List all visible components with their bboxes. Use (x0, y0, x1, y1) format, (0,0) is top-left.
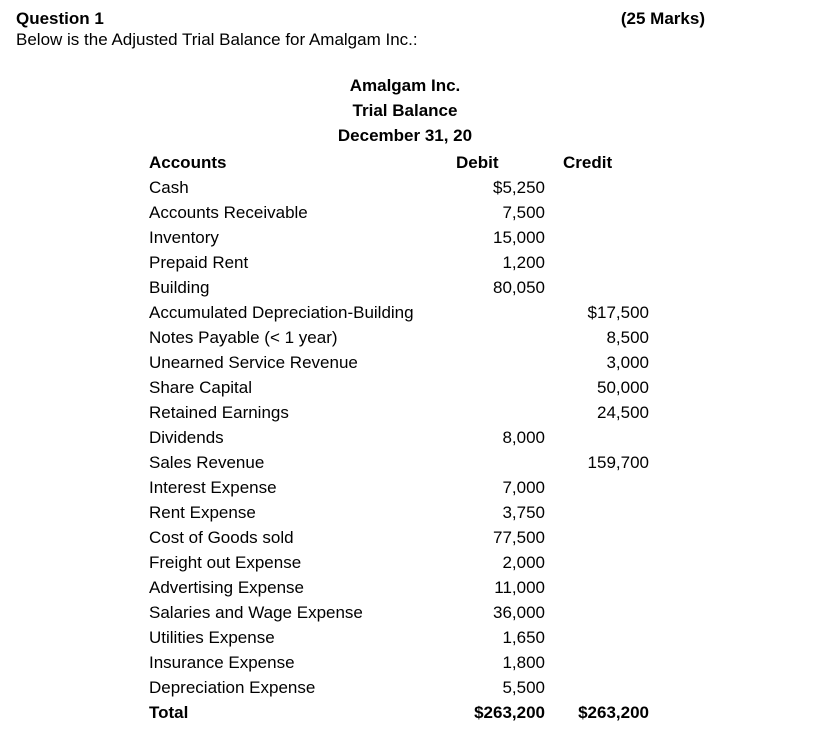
account-name: Sales Revenue (149, 453, 265, 472)
report-date: December 31, 20 (337, 126, 473, 145)
debit-header: Debit (456, 153, 499, 172)
account-name: Utilities Expense (149, 628, 275, 647)
total-credit: $263,200 (578, 703, 649, 722)
table-row (149, 225, 669, 250)
account-name: Salaries and Wage Expense (149, 603, 363, 622)
debit-amount: 7,500 (502, 203, 545, 222)
debit-amount: 15,000 (493, 228, 545, 247)
credit-amount: 8,500 (606, 328, 649, 347)
account-name: Advertising Expense (149, 578, 304, 597)
table-row (149, 325, 669, 350)
debit-amount: 8,000 (502, 428, 545, 447)
account-name: Dividends (149, 428, 224, 447)
total-label: Total (149, 703, 189, 722)
table-row (149, 400, 669, 425)
table-row (149, 375, 669, 400)
table-row (149, 175, 669, 200)
table-row (149, 675, 669, 700)
table-row (149, 525, 669, 550)
debit-amount: 3,750 (502, 503, 545, 522)
debit-amount: 1,650 (502, 628, 545, 647)
credit-amount: 24,500 (597, 403, 649, 422)
account-name: Rent Expense (149, 503, 256, 522)
account-name: Retained Earnings (149, 403, 289, 422)
debit-amount: 1,800 (502, 653, 545, 672)
report-title: Trial Balance (352, 101, 458, 120)
table-row (149, 250, 669, 275)
debit-amount: 1,200 (502, 253, 545, 272)
table-row (149, 200, 669, 225)
account-name: Share Capital (149, 378, 253, 397)
question-title: Question 1 (16, 9, 104, 28)
table-header-row (149, 150, 669, 175)
credit-amount: 159,700 (587, 453, 649, 472)
table-row (149, 475, 669, 500)
table-row (149, 600, 669, 625)
account-name: Interest Expense (149, 478, 277, 497)
debit-amount: $5,250 (493, 178, 545, 197)
table-row (149, 300, 669, 325)
question-intro: Below is the Adjusted Trial Balance for Amalgam Inc.: (16, 30, 418, 49)
account-name: Inventory (149, 228, 219, 247)
question-marks: (25 Marks) (620, 9, 705, 28)
debit-amount: 11,000 (494, 578, 545, 597)
total-row (149, 700, 669, 725)
account-name: Building (149, 278, 210, 297)
credit-header: Credit (563, 153, 613, 172)
debit-amount: 80,050 (493, 278, 545, 297)
account-name: Unearned Service Revenue (149, 353, 358, 372)
debit-amount: 7,000 (502, 478, 545, 497)
table-row (149, 550, 669, 575)
account-name: Notes Payable (< 1 year) (149, 328, 338, 347)
credit-amount: 50,000 (597, 378, 649, 397)
account-name: Cost of Goods sold (149, 528, 294, 547)
table-row (149, 425, 669, 450)
debit-amount: 36,000 (493, 603, 545, 622)
debit-amount: 2,000 (502, 553, 545, 572)
accounts-header: Accounts (149, 153, 227, 172)
table-row (149, 350, 669, 375)
account-name: Depreciation Expense (149, 678, 316, 697)
table-row (149, 625, 669, 650)
table-row (149, 650, 669, 675)
account-name: Insurance Expense (149, 653, 295, 672)
table-row (149, 275, 669, 300)
debit-amount: 77,500 (493, 528, 545, 547)
credit-amount: $17,500 (587, 303, 649, 322)
trial-balance-table (149, 150, 669, 725)
table-row (149, 450, 669, 475)
total-debit: $263,200 (474, 703, 545, 722)
account-name: Freight out Expense (149, 553, 302, 572)
table-row (149, 500, 669, 525)
account-name: Accounts Receivable (149, 203, 308, 222)
account-name: Accumulated Depreciation-Building (149, 303, 414, 322)
account-name: Prepaid Rent (149, 253, 249, 272)
debit-amount: 5,500 (502, 678, 545, 697)
account-name: Cash (149, 178, 189, 197)
table-row (149, 575, 669, 600)
credit-amount: 3,000 (606, 353, 649, 372)
company-name: Amalgam Inc. (349, 76, 461, 95)
